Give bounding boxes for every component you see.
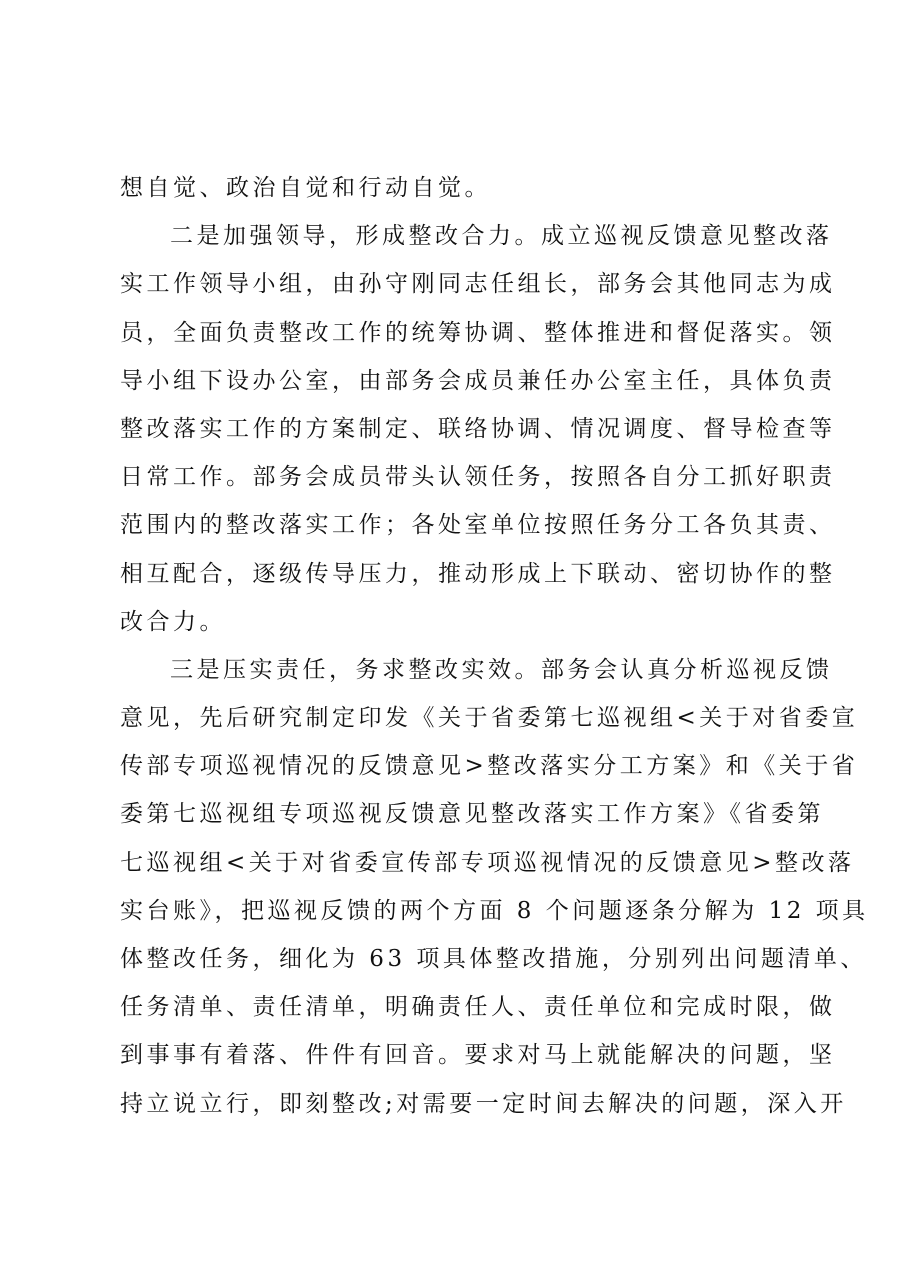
paragraph-1 (120, 164, 800, 212)
text-line: 整改落实工作的方案制定、联络协调、情况调度、督导检查等 (120, 415, 836, 442)
text-line: 到事事有着落、件件有回音。要求对马上就能解决的问题，坚 (120, 1042, 836, 1069)
document-body (120, 164, 869, 1128)
text-line: 体整改任务，细化为 63 项具体整改措施，分别列出问题清单、 (120, 946, 867, 972)
text-line: 日常工作。部务会成员带头认领任务，按照各自分工抓好职责 (120, 464, 836, 491)
text-line: 相互配合，逐级传导压力，推动形成上下联动、密切协作的整 (120, 560, 836, 587)
text-line: 三是压实责任，务求整改实效。部务会认真分析巡视反馈 (170, 656, 833, 683)
text-line: 实工作领导小组，由孙守刚同志任组长，部务会其他同志为成 (120, 271, 836, 298)
text-line: 实台账》，把巡视反馈的两个方面 8 个问题逐条分解为 12 项具 (120, 897, 869, 924)
text-line: 范围内的整改落实工作；各处室单位按照任务分工各负其责、 (120, 512, 836, 539)
paragraph-2 (120, 212, 836, 646)
paragraph-3 (120, 646, 869, 1128)
text-line: 员，全面负责整改工作的统筹协调、整体推进和督促落实。领 (120, 319, 836, 346)
text-line: 传部专项巡视情况的反馈意见>整改落实分工方案》和《关于省 (120, 753, 859, 780)
text-line: 持立说立行，即刻整改;对需要一定时间去解决的问题，深入开 (120, 1090, 847, 1117)
text-line: 导小组下设办公室，由部务会成员兼任办公室主任，具体负责 (120, 367, 836, 394)
text-line: 委第七巡视组专项巡视反馈意见整改落实工作方案》《省委第 (120, 801, 824, 828)
text-line: 改合力。 (120, 608, 226, 635)
text-line: 意见，先后研究制定印发《关于省委第七巡视组<关于对省委宣 (120, 705, 859, 732)
text-line: 想自觉、政治自觉和行动自觉。 (120, 175, 491, 201)
text-line: 二是加强领导，形成整改合力。成立巡视反馈意见整改落 (170, 223, 833, 250)
text-line: 七巡视组<关于对省委宣传部专项巡视情况的反馈意见>整改落 (120, 849, 855, 876)
text-line: 任务清单、责任清单，明确责任人、责任单位和完成时限，做 (120, 994, 836, 1021)
